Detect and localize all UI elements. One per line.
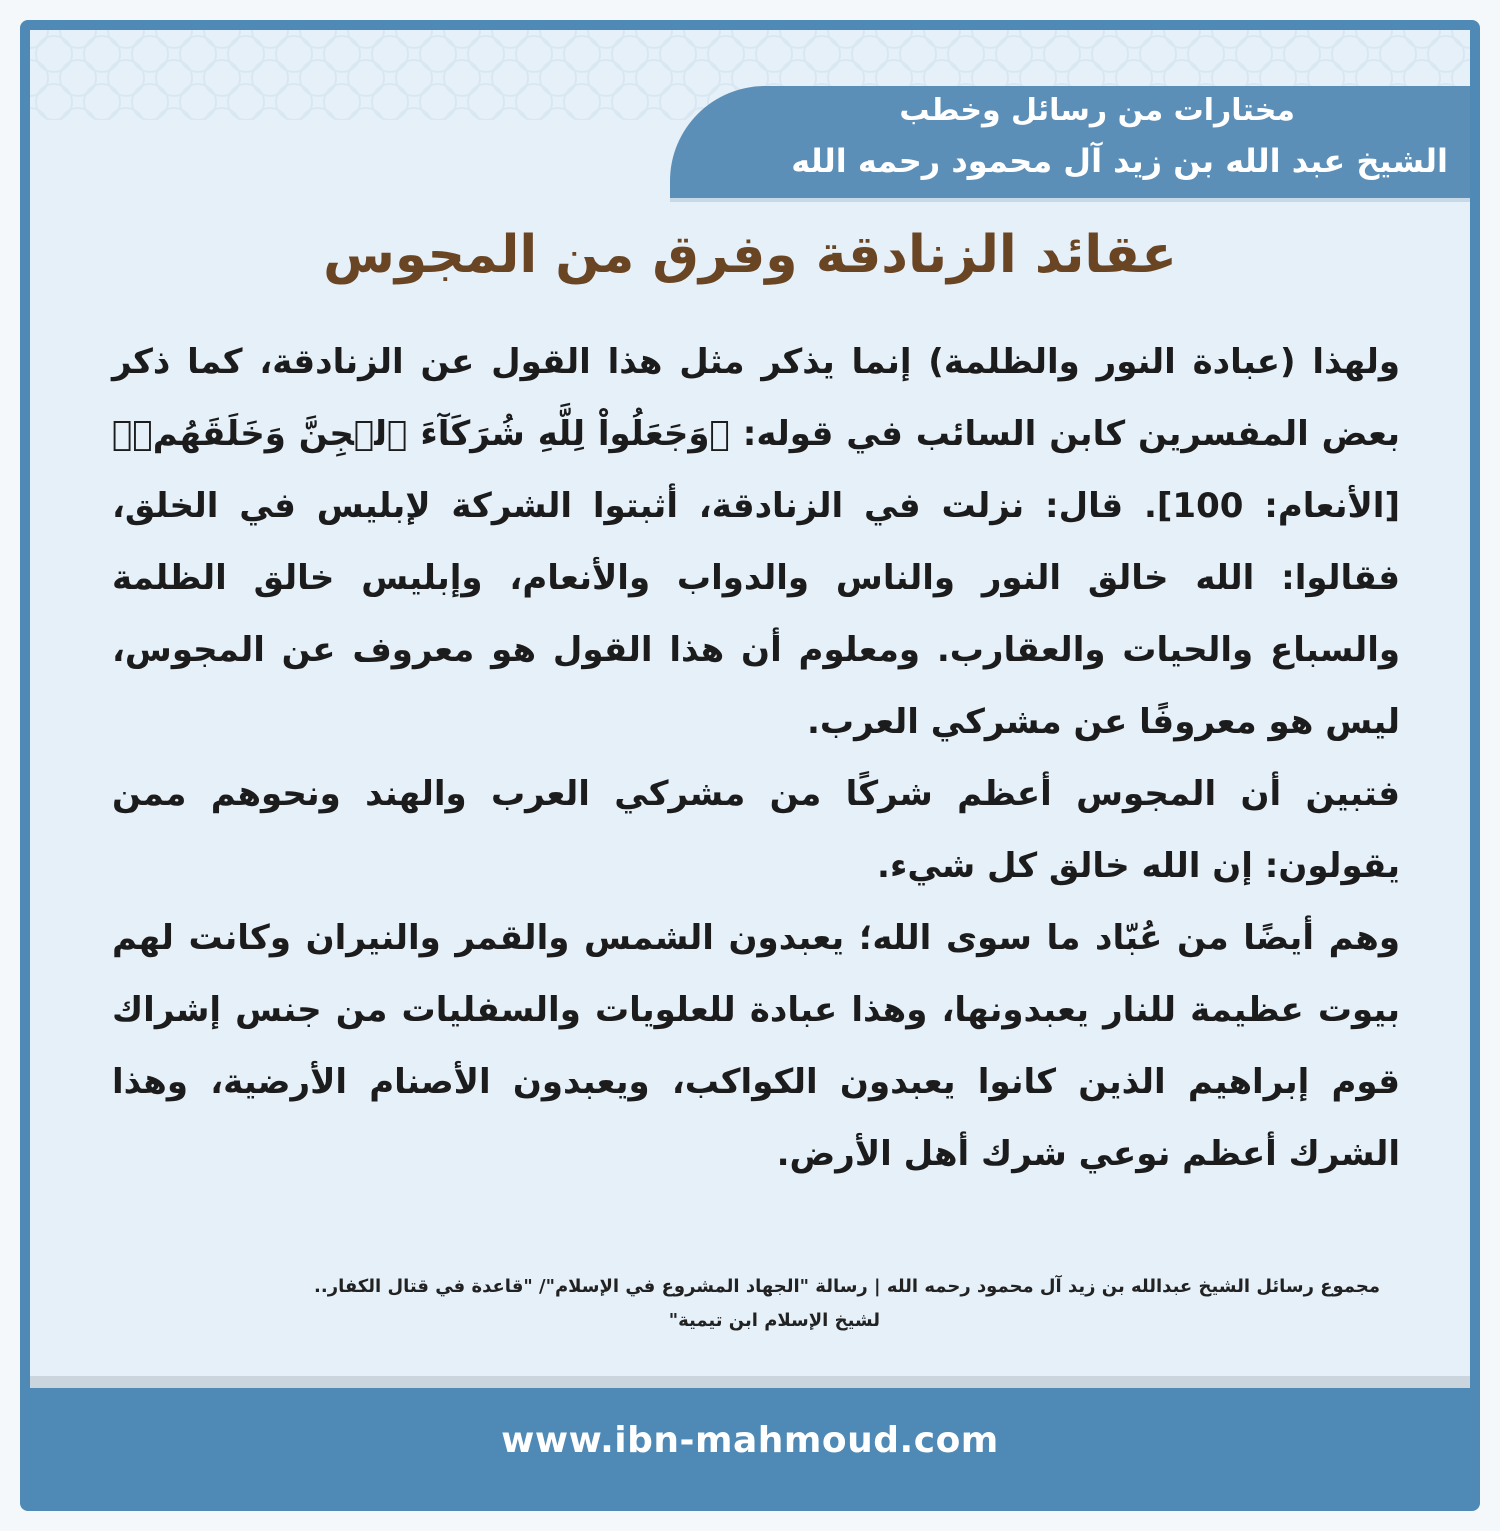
header-author: الشيخ عبد الله بن زيد آل محمود رحمه الله (791, 142, 1448, 180)
paragraph: وهم أيضًا من عُبّاد ما سوى الله؛ يعبدون الشمس والقمر والنيران وكانت لهم بيوت عظيمة للنار يعبدونها، وهذا عبادة للعلويات والسفليات من جنس إشراك قوم إبراهيم الذين كانوا يعبدون الكواكب، ويعبدون الأصنام الأرضية، وهذا الشرك أعظم نوعي شرك أهل الأرض. (112, 918, 1400, 1174)
content-panel (30, 30, 1470, 1380)
source-line-2: لشيخ الإسلام ابن تيمية" (668, 1310, 880, 1331)
source-line-1: مجموع رسائل الشيخ عبدالله بن زيد آل محمود رحمه الله | رسالة "الجهاد المشروع في الإسلام"/ "قاعدة في قتال الكفار.. (314, 1276, 1380, 1297)
paragraph: فتبين أن المجوس أعظم شركًا من مشركي العرب والهند ونحوهم ممن يقولون: إن الله خالق كل شيء. (112, 774, 1400, 886)
footer-divider (30, 1376, 1470, 1388)
source-note (80, 1270, 1380, 1338)
website-link[interactable]: www.ibn-mahmoud.com (501, 1420, 999, 1461)
page-title: عقائد الزنادقة وفرق من المجوس (323, 225, 1177, 285)
article-body (112, 326, 1400, 1190)
paragraph: ولهذا (عبادة النور والظلمة) إنما يذكر مثل هذا القول عن الزنادقة، كما ذكر بعض المفسرين كابن السائب في قوله: ﴿وَجَعَلُواْ لِلَّهِ شُرَكَآءَ ٱلۡجِنَّ وَخَلَقَهُمۡ﴾ [الأنعام: 100]. قال: نزلت في الزنادقة، أثبتوا الشركة لإبليس في الخلق، فقالوا: الله خالق النور والناس والدواب والأنعام، وإبليس خالق الظلمة والسباع والحيات والعقارب. ومعلوم أن هذا القول هو معروف عن المجوس، ليس هو معروفًا عن مشركي العرب. (112, 342, 1400, 742)
header-subtitle: مختارات من رسائل وخطب (899, 93, 1295, 128)
